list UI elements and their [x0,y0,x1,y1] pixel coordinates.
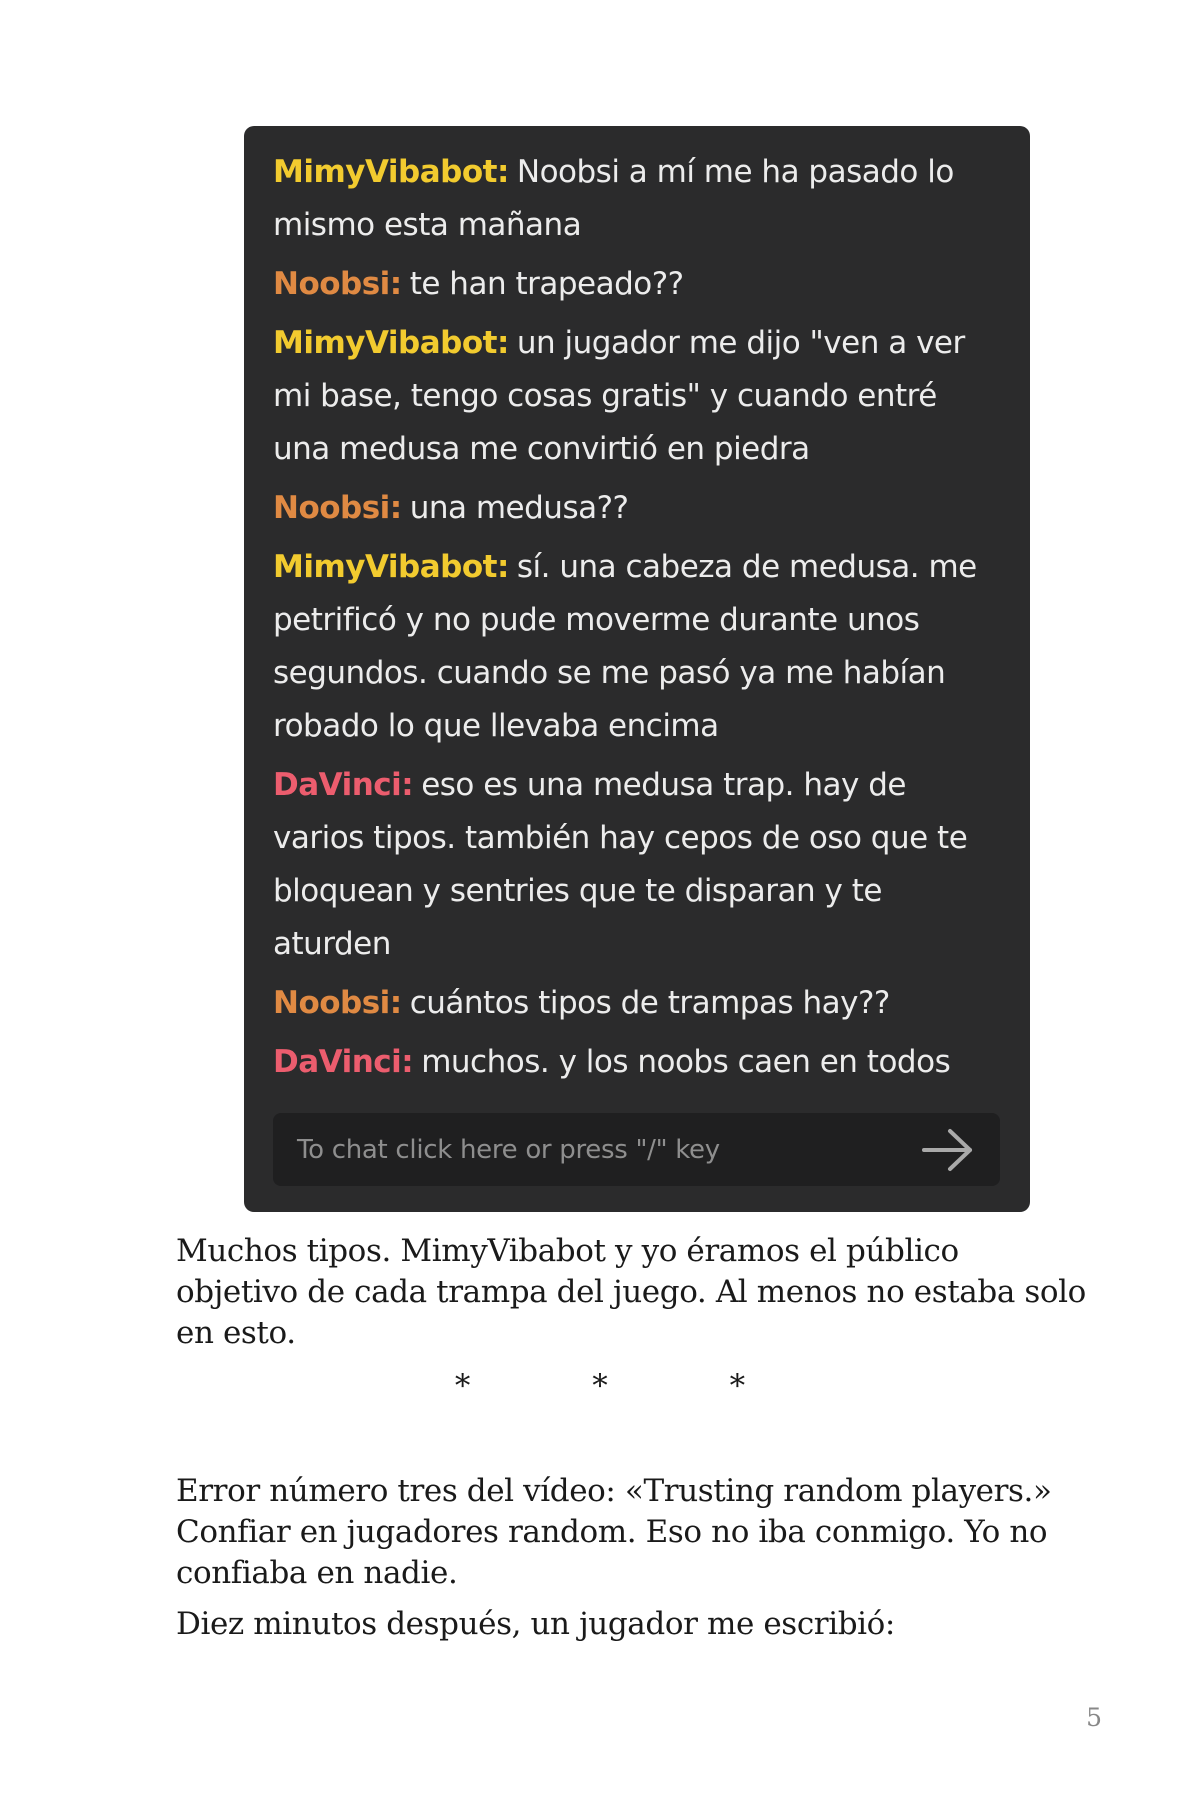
chat-message-author[interactable]: MimyVibabot: [273,154,509,190]
chat-message [273,1036,996,1089]
chat-message [273,977,996,1030]
chat-message-text: eso es una medusa trap. hay de varios tipos. también hay cepos de oso que te bloquean y sentries que te disparan y te aturden [273,767,968,962]
chat-input-bar[interactable] [273,1113,1000,1186]
chat-message-author[interactable]: DaVinci: [273,1044,414,1080]
paragraph-text: Muchos tipos. MimyVibabot y yo éramos el público objetivo de cada trampa del juego. Al menos no estaba solo en esto. [176,1233,1086,1351]
chat-message-author[interactable]: MimyVibabot: [273,549,509,585]
chat-input-placeholder[interactable]: To chat click here or press "/" key [297,1134,720,1165]
chat-message [273,258,996,311]
chat-message-author[interactable]: Noobsi: [273,985,402,1021]
chat-message-text: muchos. y los noobs caen en todos [421,1044,951,1080]
chat-message [273,541,996,753]
chat-message-text: te han trapeado?? [409,266,684,302]
paragraph-text: Error número tres del vídeo: «Trusting random players.» Confiar en jugadores random. Eso no iba conmigo. Yo no confiaba en nadie. [176,1473,1052,1591]
chat-message [273,317,996,476]
chat-message-text: una medusa?? [409,490,629,526]
chat-message-author[interactable]: Noobsi: [273,490,402,526]
arrow-right-icon[interactable] [920,1126,976,1174]
chat-message-text: un jugador me dijo "ven a ver mi base, tengo cosas gratis" y cuando entré una medusa me convirtió en piedra [273,325,965,467]
chat-message-text: Noobsi a mí me ha pasado lo mismo esta mañana [273,154,954,243]
chat-message [273,146,996,252]
paragraph-text: Diez minutos después, un jugador me escribió: [176,1606,895,1642]
chat-log [273,146,996,1089]
page-number: 5 [1086,1703,1102,1732]
chat-message-author[interactable]: MimyVibabot: [273,325,509,361]
book-paragraph-1 [176,1231,1088,1354]
book-paragraph-3 [176,1604,1088,1645]
book-paragraph-2 [176,1471,1088,1594]
chat-message-author[interactable]: Noobsi: [273,266,402,302]
scene-break: * * * [454,1368,802,1404]
chat-message-text: cuántos tipos de trampas hay?? [409,985,890,1021]
chat-message [273,482,996,535]
chat-message-text: sí. una cabeza de medusa. me petrificó y no pude moverme durante unos segundos. cuando se me pasó ya me habían robado lo que llevaba encima [273,549,977,744]
chat-message [273,759,996,971]
chat-message-author[interactable]: DaVinci: [273,767,414,803]
chat-window [244,126,1030,1212]
